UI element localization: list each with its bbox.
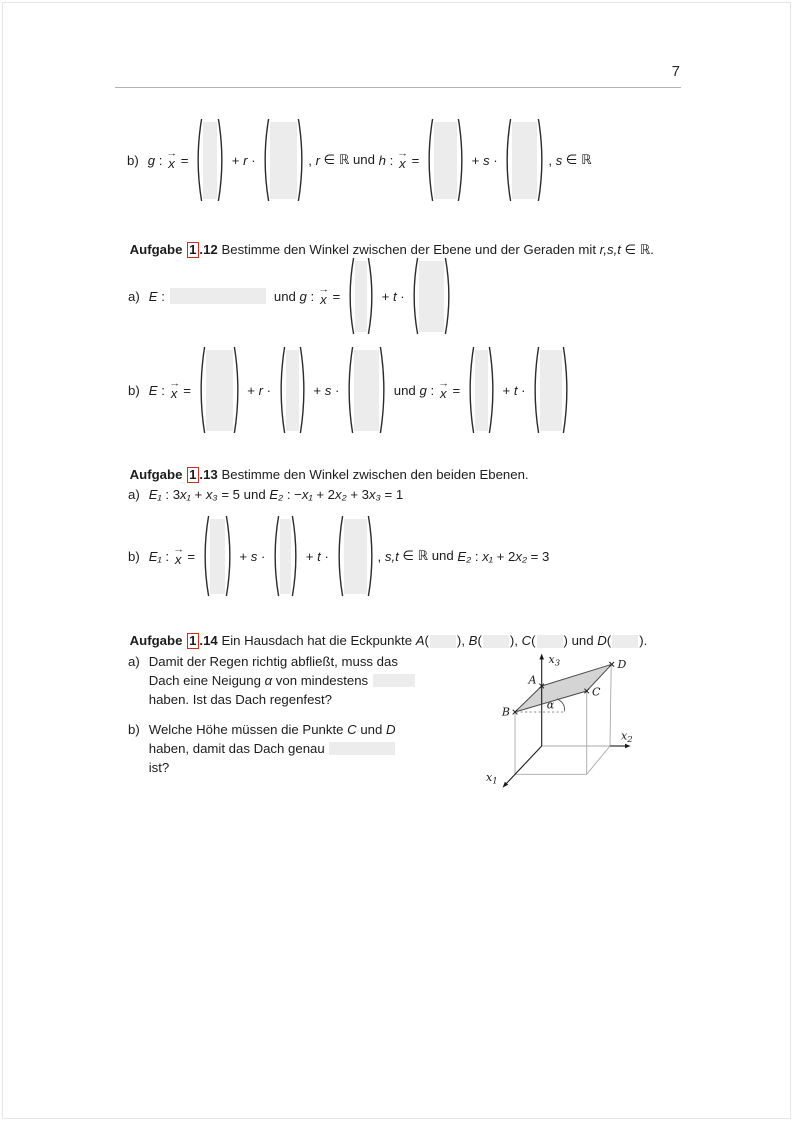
- vector-blank: [197, 345, 242, 435]
- point-label-a: A: [528, 673, 537, 687]
- x2-axis-label: $x_2$: [621, 729, 633, 745]
- roof-diagram: [475, 634, 675, 794]
- vector-blank: [261, 117, 306, 203]
- redacted-blank: [329, 742, 395, 755]
- item-label: a): [128, 288, 140, 304]
- vector-x-symbol: → x: [165, 148, 178, 171]
- formula: E₁ : → x = + s · + t · , s,t ∈ ℝ und E₂ : x₁ + 2 x₂ = 3: [149, 514, 550, 598]
- vector-blank: [335, 514, 376, 598]
- list-item-14a: [128, 652, 458, 709]
- vector-x-symbol: → x: [317, 284, 329, 307]
- vector-blank: [410, 256, 453, 336]
- angle-arc: [557, 699, 565, 712]
- vector-blank: [466, 345, 497, 435]
- vector-blank: [277, 345, 308, 435]
- item-label: b): [128, 548, 140, 564]
- item-label: a): [128, 487, 140, 502]
- formula-row-lines-gh: [127, 117, 592, 203]
- vector-x-symbol: → x: [168, 378, 180, 401]
- x1-axis-label: $x_1$: [486, 771, 498, 787]
- vector-blank: [531, 345, 571, 435]
- task-header-text: Ein Hausdach hat die Eckpunkte A( ), B( ), C( ) und D( ).: [221, 633, 648, 649]
- vector-x-symbol: → x: [172, 544, 184, 567]
- task-header-text: Bestimme den Winkel zwischen den beiden Ebenen.: [221, 467, 529, 483]
- chapter-ref-link[interactable]: 1: [187, 467, 199, 483]
- formula: E : und g : → x = + t ·: [149, 256, 456, 336]
- formula-row-12a: [128, 253, 455, 339]
- vector-x-symbol: → x: [437, 378, 449, 401]
- task-header-1-14: Aufgabe 1 .14 Ein Hausdach hat die Eckpunkte A( ), B( ), C( ) und D( ).: [129, 633, 648, 649]
- x3-axis-arrow-icon: [539, 654, 544, 660]
- item-label: b): [128, 722, 140, 737]
- chapter-ref-link[interactable]: 1: [187, 242, 199, 258]
- point-label-c: C: [592, 685, 601, 699]
- page-number: 7: [671, 63, 680, 80]
- vector-blank: [346, 256, 376, 336]
- chapter-ref-link[interactable]: 1: [187, 633, 199, 649]
- formula: E : → x = + r · + s · und g : → x = + t ·: [149, 345, 574, 435]
- task-14-questions: [128, 652, 458, 788]
- formula: E₁ : 3 x₁ + x₃ = 5 und E₂ : − x₁ + 2 x₂ + 3 x₃ = 1: [148, 487, 404, 502]
- vector-blank: [345, 345, 388, 435]
- item-label: b): [128, 382, 140, 398]
- point-label-d: D: [617, 658, 627, 671]
- question-text: Damit der Regen richtig abfließt, muss das Dach eine Neigung α von mindestens haben. Ist das Dach regenfest?: [149, 652, 416, 709]
- point-label-b: B: [501, 705, 510, 719]
- formula: g : → x = + r · , r ∈ ℝ und h : → x = + s · , s ∈ ℝ: [148, 117, 592, 203]
- redacted-blank: [170, 288, 266, 304]
- vector-blank: [271, 514, 300, 598]
- list-item-14b: [128, 720, 458, 777]
- formula-row-13b: [128, 513, 549, 599]
- item-label: a): [128, 654, 140, 669]
- angle-alpha-label: α: [546, 698, 555, 712]
- vector-blank: [425, 117, 466, 203]
- redacted-blank: [373, 674, 415, 687]
- vector-blank: [201, 514, 234, 598]
- vector-blank: [194, 117, 226, 203]
- item-label: b): [127, 152, 139, 168]
- redacted-blank: [430, 635, 456, 648]
- task-header-1-12: Aufgabe 1 .12 Bestimme den Winkel zwischen der Ebene und der Geraden mit r,s,t ∈ ℝ.: [129, 242, 654, 258]
- x3-axis-label: $x_3$: [548, 653, 561, 669]
- vector-x-symbol: → x: [396, 148, 409, 171]
- task-header-1-13: Aufgabe 1 .13 Bestimme den Winkel zwischen den beiden Ebenen.: [129, 467, 529, 483]
- vector-blank: [503, 117, 546, 203]
- task-header-text: Bestimme den Winkel zwischen der Ebene und der Geraden mit r,s,t ∈ ℝ.: [221, 242, 654, 258]
- formula-row-12b: [128, 344, 573, 436]
- question-text: Welche Höhe müssen die Punkte C und D haben, damit das Dach genau ist?: [148, 722, 396, 775]
- formula-row-13a: [128, 487, 403, 502]
- header-rule: [115, 87, 681, 88]
